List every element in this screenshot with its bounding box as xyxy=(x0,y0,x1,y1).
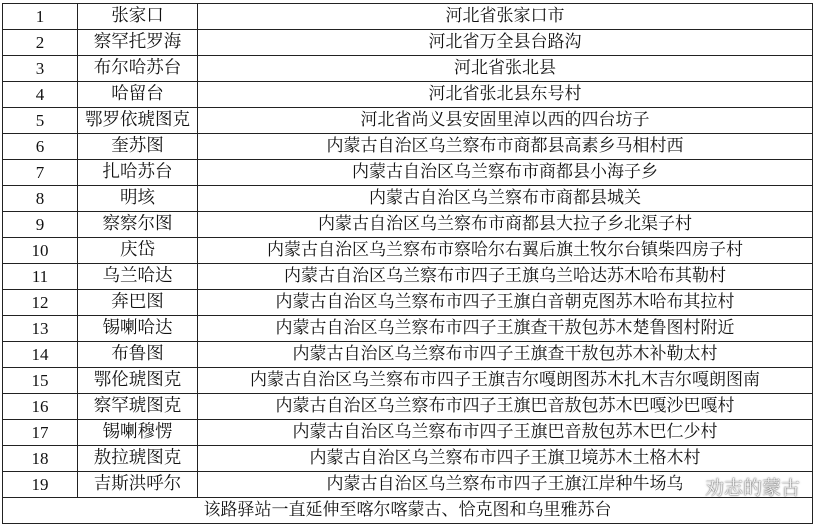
station-location: 内蒙古自治区乌兰察布市察哈尔右翼后旗土牧尔台镇柴四房子村 xyxy=(198,238,813,264)
table-row xyxy=(3,238,813,264)
row-number: 3 xyxy=(3,56,78,82)
station-location: 内蒙古自治区乌兰察布市商都县城关 xyxy=(198,186,813,212)
station-location: 内蒙古自治区乌兰察布市四子王旗乌兰哈达苏木哈布其勒村 xyxy=(198,264,813,290)
table-row xyxy=(3,394,813,420)
row-number: 5 xyxy=(3,108,78,134)
row-number: 16 xyxy=(3,394,78,420)
table-row xyxy=(3,186,813,212)
footer-row xyxy=(3,498,813,524)
row-number: 11 xyxy=(3,264,78,290)
station-location: 内蒙古自治区乌兰察布市四子王旗卫境苏木土格木村 xyxy=(198,446,813,472)
row-number: 19 xyxy=(3,472,78,498)
row-number: 18 xyxy=(3,446,78,472)
station-location: 内蒙古自治区乌兰察布市商都县小海子乡 xyxy=(198,160,813,186)
table-row xyxy=(3,160,813,186)
station-name: 张家口 xyxy=(78,4,198,30)
station-name: 鄂罗依琥图克 xyxy=(78,108,198,134)
table-row xyxy=(3,264,813,290)
table-row xyxy=(3,368,813,394)
station-name: 吉斯洪呼尔 xyxy=(78,472,198,498)
table-row xyxy=(3,446,813,472)
station-location: 内蒙古自治区乌兰察布市商都县高素乡马相村西 xyxy=(198,134,813,160)
table-row xyxy=(3,316,813,342)
row-number: 10 xyxy=(3,238,78,264)
station-table-body xyxy=(3,4,813,498)
row-number: 2 xyxy=(3,30,78,56)
row-number: 8 xyxy=(3,186,78,212)
row-number: 17 xyxy=(3,420,78,446)
row-number: 1 xyxy=(3,4,78,30)
station-name: 布尔哈苏台 xyxy=(78,56,198,82)
footer-note: 该路驿站一直延伸至喀尔喀蒙古、恰克图和乌里雅苏台 xyxy=(3,498,813,524)
station-location: 内蒙古自治区乌兰察布市四子王旗查干敖包苏木楚鲁图村附近 xyxy=(198,316,813,342)
table-row xyxy=(3,30,813,56)
row-number: 14 xyxy=(3,342,78,368)
station-location: 河北省张北县 xyxy=(198,56,813,82)
station-name: 锡喇穆愣 xyxy=(78,420,198,446)
station-name: 敖拉琥图克 xyxy=(78,446,198,472)
station-name: 奔巴图 xyxy=(78,290,198,316)
station-name: 锡喇哈达 xyxy=(78,316,198,342)
row-number: 9 xyxy=(3,212,78,238)
station-location: 内蒙古自治区乌兰察布市四子王旗巴音敖包苏木巴嘎沙巴嘎村 xyxy=(198,394,813,420)
station-name: 奎苏图 xyxy=(78,134,198,160)
station-name: 察罕托罗海 xyxy=(78,30,198,56)
row-number: 15 xyxy=(3,368,78,394)
watermark xyxy=(681,473,800,500)
table-row xyxy=(3,4,813,30)
table-row xyxy=(3,212,813,238)
station-location: 河北省张北县东号村 xyxy=(198,82,813,108)
table-row xyxy=(3,290,813,316)
station-name: 乌兰哈达 xyxy=(78,264,198,290)
station-location: 河北省张家口市 xyxy=(198,4,813,30)
row-number: 7 xyxy=(3,160,78,186)
station-name: 哈留台 xyxy=(78,82,198,108)
table-row xyxy=(3,342,813,368)
table-row xyxy=(3,82,813,108)
station-location: 内蒙古自治区乌兰察布市四子王旗巴音敖包苏木巴仁少村 xyxy=(198,420,813,446)
row-number: 13 xyxy=(3,316,78,342)
table-row xyxy=(3,108,813,134)
table-row xyxy=(3,56,813,82)
table-row xyxy=(3,134,813,160)
station-name: 庆岱 xyxy=(78,238,198,264)
station-name: 明垓 xyxy=(78,186,198,212)
table-row xyxy=(3,420,813,446)
station-name: 察罕琥图克 xyxy=(78,394,198,420)
station-location: 内蒙古自治区乌兰察布市四子王旗查干敖包苏木补勒太村 xyxy=(198,342,813,368)
station-location: 内蒙古自治区乌兰察布市四子王旗白音朝克图苏木哈布其拉村 xyxy=(198,290,813,316)
station-location: 河北省尚义县安固里淖以西的四台坊子 xyxy=(198,108,813,134)
row-number: 12 xyxy=(3,290,78,316)
station-name: 扎哈苏台 xyxy=(78,160,198,186)
station-name: 鄂伦琥图克 xyxy=(78,368,198,394)
station-table xyxy=(2,3,813,524)
station-location: 河北省万全县台路沟 xyxy=(198,30,813,56)
row-number: 4 xyxy=(3,82,78,108)
station-name: 察察尔图 xyxy=(78,212,198,238)
row-number: 6 xyxy=(3,134,78,160)
station-name: 布鲁图 xyxy=(78,342,198,368)
station-location: 内蒙古自治区乌兰察布市四子王旗江岸种牛场乌 xyxy=(198,472,813,498)
station-table-container xyxy=(2,3,813,524)
wechat-icon xyxy=(681,479,701,495)
watermark-text: 劝志的蒙古 xyxy=(704,477,800,499)
station-location: 内蒙古自治区乌兰察布市四子王旗吉尔嘎朗图苏木扎木吉尔嘎朗图南 xyxy=(198,368,813,394)
station-location: 内蒙古自治区乌兰察布市商都县大拉子乡北渠子村 xyxy=(198,212,813,238)
